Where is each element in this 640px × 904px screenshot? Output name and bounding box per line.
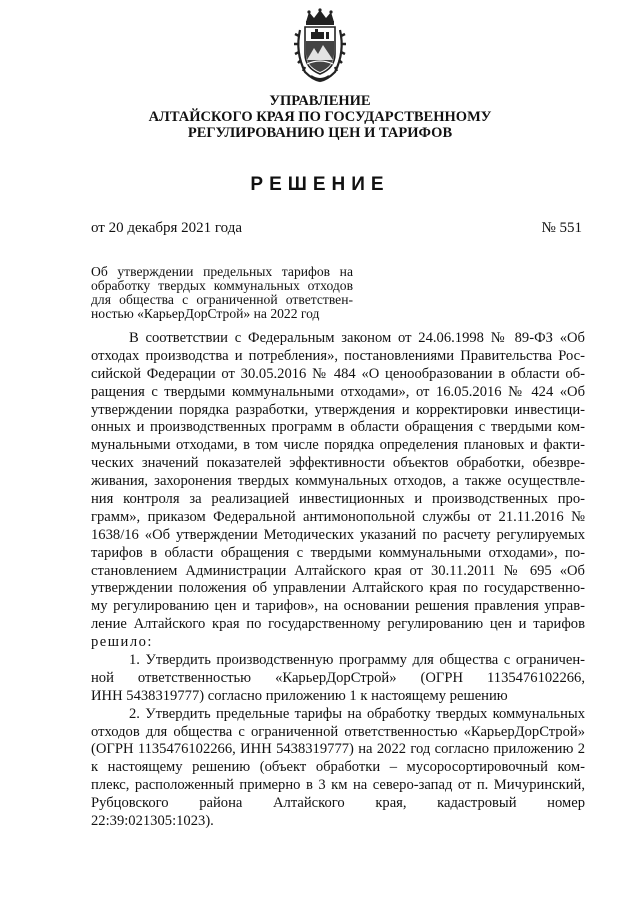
body-line: утверждении положения об управлении Алтайского края по государственно- <box>91 580 585 597</box>
body-line: отходов для общества с ограниченной ответственностью «КарьерДорСтрой» <box>91 723 585 740</box>
body-line: ление Алтайского края по государственному регулированию цен и тарифов <box>91 616 585 633</box>
document-type-title: РЕШЕНИЕ <box>250 174 390 195</box>
body-line: 2. Утвердить предельные тарифы на обработку твердых коммунальных <box>129 705 585 722</box>
body-line: 22:39:021305:1023). <box>91 813 214 830</box>
body-line: 1638/16 «Об утверждении Методических указаний по расчету регулируемых <box>91 526 585 543</box>
body-line: плекс, расположенный примерно в 3 км на северо-запад от п. Мичуринский, <box>91 777 585 794</box>
body-line: становлением Администрации Алтайского края от 30.11.2011 № 695 «Об <box>91 562 585 579</box>
body-line: грамм», приказом Федеральной антимонопольной службы от 21.11.2016 № <box>91 508 585 525</box>
issuing-authority-line-1: УПРАВЛЕНИЕ <box>269 93 371 109</box>
body-line: живания, захоронения твердых коммунальных отходов, а также осуществле- <box>91 473 585 490</box>
body-line: ной ответственностью «КарьерДорСтрой» (ОГРН 1135476102266, <box>91 669 585 686</box>
body-line: (ОГРН 1135476102266, ИНН 5438319777) на 2022 год согласно приложению 2 <box>91 741 585 758</box>
body-line: тарифов в области обращения с твердыми коммунальными отходами», по- <box>91 544 585 561</box>
subject-line: ностью «КарьерДорСтрой» на 2022 год <box>91 306 320 321</box>
document-number: № 551 <box>541 220 582 236</box>
document-subject <box>91 265 353 321</box>
body-line: онных и производственных программ в области обращения с твердыми ком- <box>91 419 585 436</box>
body-line: ИНН 5438319777) согласно приложению 1 к настоящему решению <box>91 687 508 704</box>
body-line: ния контроля за реализацией инвестиционных и производственных про- <box>91 491 585 508</box>
body-line: В соответствии с Федеральным законом от 24.06.1998 № 89-ФЗ «Об <box>129 330 585 346</box>
body-line: ческих значений показателей эффективности объектов обработки, обезвре- <box>91 455 585 472</box>
subject-line: для общества с ограниченной ответствен- <box>91 292 353 307</box>
subject-line: Об утверждении предельных тарифов на <box>91 264 353 279</box>
body-line: му регулированию цен и тарифов», на основании решения правления управ- <box>91 598 585 615</box>
body-line: решило: <box>91 634 153 651</box>
issuing-authority-line-3: РЕГУЛИРОВАНИЮ ЦЕН И ТАРИФОВ <box>187 125 453 141</box>
issuing-authority-line-2: АЛТАЙСКОГО КРАЯ ПО ГОСУДАРСТВЕННОМУ <box>148 109 492 125</box>
body-line: к настоящему решению (объект обработки – мусоросортировочный ком- <box>91 759 585 776</box>
body-line: ращения с твердыми коммунальными отходами», от 16.05.2016 № 424 «Об <box>91 383 585 400</box>
body-line: отходах производства и потребления», постановлениями Правительства Рос- <box>91 347 585 364</box>
subject-line: обработку твердых коммунальных отходов <box>91 278 353 293</box>
coat-of-arms-icon <box>293 8 347 84</box>
body-line: утверждении порядка разработки, утверждения и корректировки инвестици- <box>91 401 585 418</box>
document-date: от 20 декабря 2021 года <box>91 220 243 236</box>
body-line: мунальными отходами, в том числе порядка определения плановых и факти- <box>91 437 585 454</box>
document-body <box>91 330 585 831</box>
body-line: сийской Федерации от 30.05.2016 № 484 «О ценообразовании в области об- <box>91 365 585 382</box>
body-line: Рубцовского района Алтайского края, кадастровый номер <box>91 795 585 812</box>
body-line: 1. Утвердить производственную программу для общества с ограничен- <box>129 652 585 669</box>
